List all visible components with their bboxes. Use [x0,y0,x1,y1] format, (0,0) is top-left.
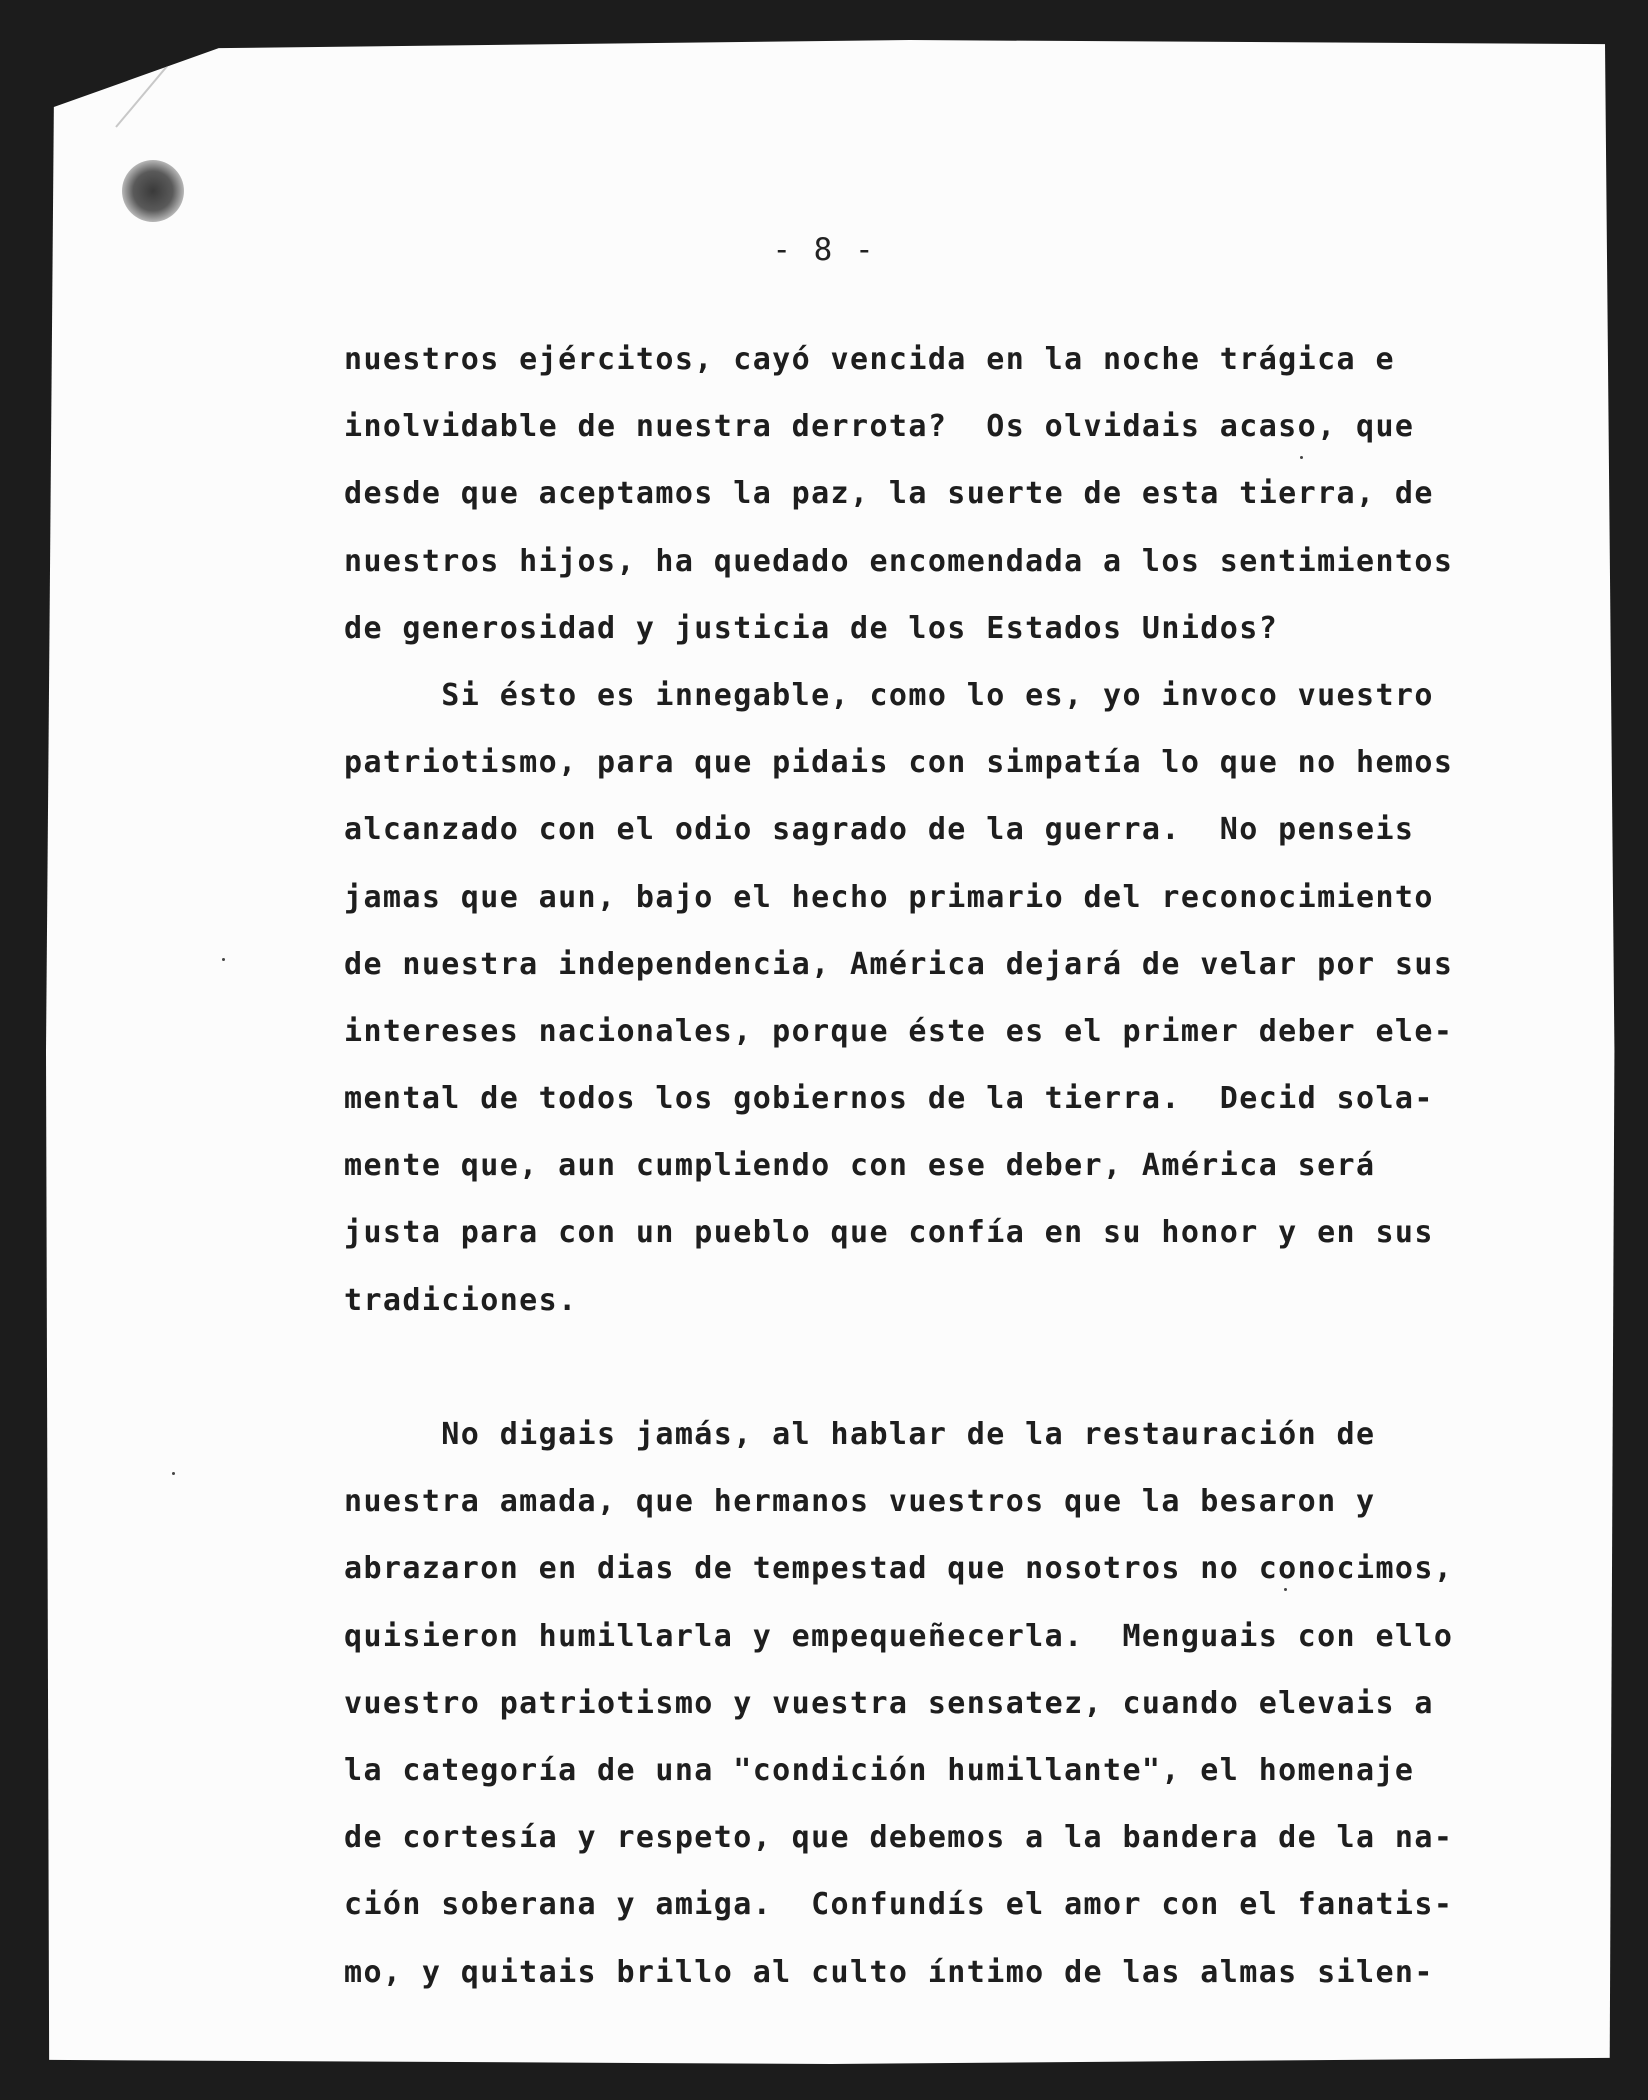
text-line: patriotismo, para que pidais con simpatía lo que no hemos [344,745,1454,781]
text-line: ción soberana y amiga. Confundís el amor con el fanatis- [344,1887,1454,1923]
text-line: quisieron humillarla y empequeñecerla. Menguais con ello [344,1618,1454,1654]
text-line: justa para con un pueblo que confía en su honor y en sus [344,1215,1434,1251]
paper-fold-mark [115,0,232,128]
body-text [344,326,1474,2006]
text-line: desde que aceptamos la paz, la suerte de esta tierra, de [344,476,1434,512]
text-line: mental de todos los gobiernos de la tierra. Decid sola- [344,1081,1434,1117]
text-line: mente que, aun cumpliendo con ese deber, América será [344,1148,1376,1184]
text-line: nuestra amada, que hermanos vuestros que la besaron y [344,1484,1376,1520]
page-number: - 8 - [772,232,876,268]
text-line: de generosidad y justicia de los Estados Unidos? [344,610,1279,646]
text-line: vuestro patriotismo y vuestra sensatez, cuando elevais a [344,1685,1434,1721]
ink-speck [172,1472,175,1475]
text-line: alcanzado con el odio sagrado de la guerra. No penseis [344,812,1415,848]
text-line: abrazaron en dias de tempestad que nosotros no conocimos, [344,1551,1454,1587]
text-line: inolvidable de nuestra derrota? Os olvidais acaso, que [344,409,1415,445]
text-line: mo, y quitais brillo al culto íntimo de las almas silen- [344,1954,1434,1990]
text-line: intereses nacionales, porque éste es el primer deber ele- [344,1013,1454,1049]
ink-speck [222,958,225,961]
text-line: nuestros ejércitos, cayó vencida en la noche trágica e [344,342,1395,377]
text-line: No digais jamás, al hablar de la restauración de [344,1417,1376,1452]
text-line: jamas que aun, bajo el hecho primario del reconocimiento [344,879,1434,915]
punch-hole [122,160,184,222]
paragraph-gap [344,1334,1474,1401]
text-line: de nuestra independencia, América dejará de velar por sus [344,946,1454,982]
text-line: la categoría de una "condición humillante", el homenaje [344,1752,1415,1788]
text-line: nuestros hijos, ha quedado encomendada a los sentimientos [344,543,1454,579]
text-line: de cortesía y respeto, que debemos a la bandera de la na- [344,1820,1454,1856]
text-line: tradiciones. [344,1282,578,1318]
text-line: Si ésto es innegable, como lo es, yo invoco vuestro [344,677,1434,713]
